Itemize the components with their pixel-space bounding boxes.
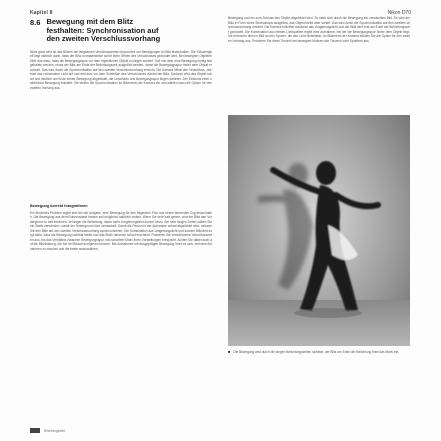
- chapter-badge-icon: [30, 428, 40, 433]
- left-column: [30, 16, 212, 366]
- section-heading: [30, 18, 212, 44]
- body-paragraph: Ein ähnliches Problem ergibt sich bei der Aufgabe, eine Bewegung für den folgenden Foto aus einem fahrenden Zug festzuhalten. Die Bewegung aus dem Ruhezustand heraus soll möglichst natürlich wirken. Wenn Sie sehr weit gehen, wird der Blitz den Vordergrund zu hell zeichnen. Je länger die Belichtung, desto mehr Umgebungslicht kommt hinzu. Bei sehr langen Zeiten sollten Sie ein Stativ verwenden, damit der Hintergrund nicht verwackelt. Damit die Person in der Aufnahme scharf abgebildet wird, müssen Sie den Blitz auf den zweiten Verschlussvorhang synchronisieren. Die Kombination aus Umgebungslicht und kurzem Blitzlicht sorgt dafür, dass die Bewegung sichtbar bleibt und das Motiv dennoch scharf erscheint. Probieren Sie verschiedene Verschlusszeiten aus, bis das Verhältnis zwischen Bewegungsspur und scharfem Motiv Ihren Vorstellungen entspricht. Achten Sie dabei auch auf die Blitzleistung, die Sie bei Bedarf korrigieren können. Bei Aufnahmen mit ausgeprägter Bewegung lohnt es sich, mehrere Aufnahmen zu machen und die beste auszuwählen.: [30, 210, 212, 251]
- page-footer: [30, 428, 65, 433]
- body-paragraph: Nicht ganz wird ist das Blitzen bei langsamen Verschlusszeiten besonders um Bewegungen im Bild festzuhalten. Die Schwierigkeit liegt nämlich darin, dass der Blitz normalerweise sofort beim Öffnen des Verschlusses gezündet wird. Bei bewegten Objekten führt das dazu, dass die Bewegungsspur vor dem eigentlichen Objekt zu liegen scheint. Soll nun aber eine Bewegung richtig festgehalten werden, muss der Blitz am Ende der Belichtungszeit ausgelöst werden, damit die Bewegungsspur hinter dem Objekt erscheint. Das wird durch die Synchronisation auf den zweiten Verschlussvorhang erreicht. Die Kamera öffnet den Verschluss, zeichnet das vorhandene Licht auf und erst kurz vor dem Schließen des Verschlusses zündet der Blitz. Dadurch wird das Objekt scharf und deutlich am Ende seiner Bewegung abgebildet, die Unschärfe und Bewegungsspur liegen dahinter. Der Eindruck einer natürlichen Bewegung entsteht. Sie stellen die Synchronisation im Blitzmenü der Kamera ein und wählen dazu die Option für den zweiten Vorhang aus.: [30, 49, 212, 90]
- photo-figure: [228, 115, 410, 346]
- section-title: Bewegung mit dem Blitz festhalten: Synchronisation auf den zweiten Verschlussvorhang: [46, 17, 161, 43]
- running-header-book: Nikon D70: [387, 10, 411, 16]
- footer-text: Blitzfotografie: [44, 428, 66, 433]
- caption-text: Die Bewegung wird durch die langen Belichtungszeiten sichtbar, der Blitz am Ende der Belichtung friert das Motiv ein.: [233, 350, 400, 354]
- subheading: Bewegung korrekt fotografieren: [30, 203, 88, 208]
- body-paragraph: Bewegung und ein zum Schluss des Objekt abgebildet wird. So stark sich durch die Bewegung ein verwischtes Bild. Es wird der Blitz in Form eines Stroboskops ausgelöst, das Objekt bleibt aber scharf. Das wird durch die Synchronisation auf den zweiten Verschlussvorhang erreicht. Die Kamera belichtet zunächst das Umgebungslicht und der Blitz wird erst am Ende der Belichtungszeit gezündet. Die Kombination aus beiden Lichtquellen ergibt eine Aufnahme, bei der die Bewegungsspur hinter dem Objekt liegt. Sie erkennen dies im Bild an den Spuren, die das Licht hinterlässt. Im Blitzmenü der Kamera wählen Sie die Option für den zweiten Vorhang aus. Probieren Sie diese Technik bei bewegten Motiven wie Tänzern oder Sportlern aus.: [228, 16, 410, 43]
- dancer-motion-photo: [228, 115, 410, 346]
- photo-caption: [228, 350, 410, 354]
- running-header-chapter: Kapitel 8: [30, 10, 53, 16]
- bullet-icon: ■: [228, 349, 231, 354]
- section-number: 8.6: [30, 18, 41, 27]
- right-column: [228, 16, 410, 354]
